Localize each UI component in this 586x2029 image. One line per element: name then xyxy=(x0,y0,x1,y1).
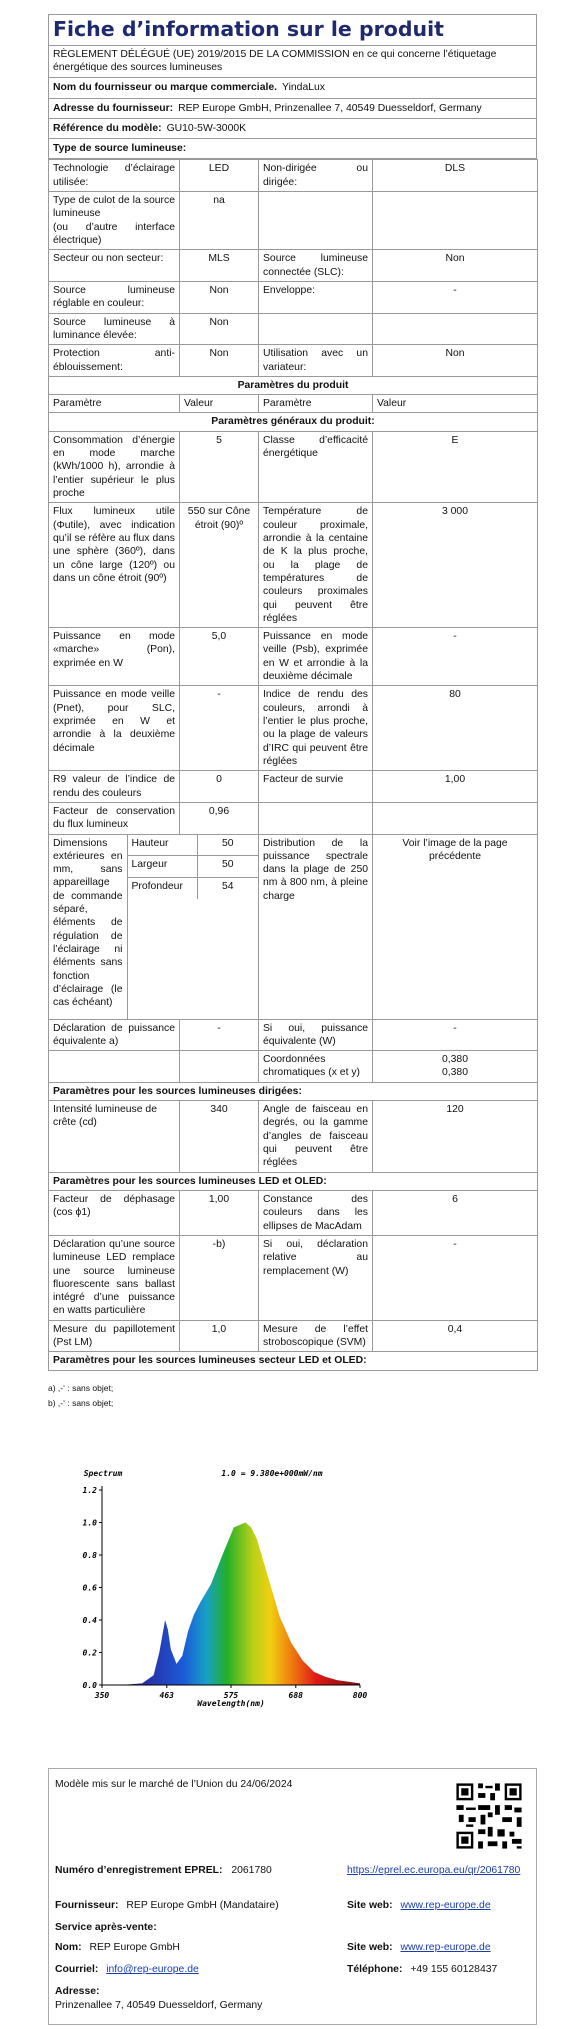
source-type-cell: Protection anti-éblouissement: xyxy=(49,345,180,377)
product-information-sheet xyxy=(48,14,537,1371)
source-type-cell: LED xyxy=(180,160,259,192)
general-rows xyxy=(49,771,538,834)
led-row xyxy=(49,802,538,834)
y-tick-label: 0.8 xyxy=(82,1551,97,1560)
source-type-cell: Type de culot de la source lumineuse (ou d’autre interface électrique) xyxy=(49,192,180,250)
qr-code-icon[interactable] xyxy=(454,1781,524,1851)
dim-depth-label: Profondeur xyxy=(127,877,197,898)
mains-row xyxy=(49,1190,538,1235)
source-type-cell: Source lumineuse réglable en couleur: xyxy=(49,281,180,313)
source-type-cell: Source lumineuse à luminance élevée: xyxy=(49,313,180,345)
supplier-label: Nom du fournisseur ou marque commerciale. xyxy=(53,82,278,94)
led-cell: Facteur de conservation du flux lumineux xyxy=(49,802,180,834)
mains-row xyxy=(49,1235,538,1320)
chart-ylabel: Spectrum xyxy=(83,1469,123,1478)
y-tick-label: 1.0 xyxy=(82,1518,97,1528)
equiv-label: Déclaration de puissance équivalente a) xyxy=(49,1019,180,1051)
chart-title: 1.0 = 9.380e+000mW/nm xyxy=(221,1469,323,1478)
source-type-cell xyxy=(373,192,538,250)
model-row xyxy=(49,119,536,139)
led-cell: 1,00 xyxy=(373,771,538,803)
footnote-a: a) ,-‘ : sans objet; xyxy=(48,1383,114,1393)
nom-value: REP Europe GmbH xyxy=(89,1942,180,1953)
header-box xyxy=(48,14,537,159)
dim-height-label: Hauteur xyxy=(127,835,197,856)
beam-angle-value: 120 xyxy=(373,1101,538,1173)
led-cell xyxy=(259,802,373,834)
source-type-cell: DLS xyxy=(373,160,538,192)
beam-angle-label: Angle de faisceau en degrés, ou la gamme d’angles de faisceau qui peuvent être réglées xyxy=(259,1101,373,1173)
col-header-param-2: Paramètre xyxy=(259,395,373,413)
adresse-value: Prinzenallee 7, 40549 Duesseldorf, Germany xyxy=(55,2000,263,2011)
mains-cell: 0,4 xyxy=(373,1320,538,1352)
placed-on-market: Modèle mis sur le marché de l’Union du 24/06/2024 xyxy=(55,1779,293,1790)
y-tick-label: 1.2 xyxy=(82,1486,97,1495)
general-cell: 5 xyxy=(180,431,259,503)
source-type-cell: Non xyxy=(373,345,538,377)
x-tick-label: 575 xyxy=(223,1691,239,1700)
dim-depth-value: 54 xyxy=(197,877,258,898)
general-cell: 5,0 xyxy=(180,628,259,686)
source-type-cell: - xyxy=(373,281,538,313)
mains-cell: 1,0 xyxy=(180,1320,259,1352)
y-tick-label: 0.2 xyxy=(82,1648,97,1658)
address-row xyxy=(49,99,536,119)
source-type-cell: Enveloppe: xyxy=(259,281,373,313)
directed-heading: Paramètres pour les sources lumineuses dirigées: xyxy=(49,1082,538,1100)
mains-heading: Paramètres pour les sources lumineuses secteur LED et OLED: xyxy=(49,1352,538,1370)
source-type-cell: Utilisation avec un variateur: xyxy=(259,345,373,377)
source-type-cell: Technologie d’éclairage utilisée: xyxy=(49,160,180,192)
site-web-link-2[interactable]: www.rep-europe.de xyxy=(400,1942,491,1953)
general-cell: E xyxy=(373,431,538,503)
nom-label: Nom: xyxy=(55,1942,82,1953)
mains-cell: Mesure du papillotement (Pst LM) xyxy=(49,1320,180,1352)
source-type-cell: Non xyxy=(180,281,259,313)
y-tick-label: 0.4 xyxy=(82,1616,97,1625)
source-type-cell xyxy=(259,192,373,250)
general-cell: 3 000 xyxy=(373,503,538,628)
col-header-param: Paramètre xyxy=(49,395,180,413)
general-cell: - xyxy=(373,628,538,686)
source-type-cell: Non xyxy=(180,313,259,345)
led-heading: Paramètres pour les sources lumineuses LED et OLED: xyxy=(49,1172,538,1190)
general-row xyxy=(49,503,538,628)
registration-box xyxy=(48,1768,537,2025)
x-tick-label: 688 xyxy=(288,1691,304,1700)
spectrum-area xyxy=(119,1523,360,1686)
led-row xyxy=(49,771,538,803)
regulation-text: RÈGLEMENT DÉLÉGUÉ (UE) 2019/2015 DE LA COMMISSION en ce qui concerne l’étiquetage énergétique des sources lumineuses xyxy=(49,46,536,79)
col-header-value: Valeur xyxy=(180,395,259,413)
general-cell: Classe d’efficacité énergétique xyxy=(259,431,373,503)
page-title: Fiche d’information sur le produit xyxy=(49,15,536,46)
led-cell: R9 valeur de l’indice de rendu des couleurs xyxy=(49,771,180,803)
source-type-cell: MLS xyxy=(180,250,259,282)
telephone-label: Téléphone: xyxy=(347,1964,403,1975)
site-web-label-2: Site web: xyxy=(347,1942,393,1953)
fournisseur-label: Fournisseur: xyxy=(55,1900,119,1911)
dimensions-row xyxy=(49,834,538,1019)
general-row xyxy=(49,628,538,686)
service-heading: Service après-vente: xyxy=(55,1922,157,1933)
equiv-power-value: - xyxy=(373,1019,538,1051)
eprel-value: 2061780 xyxy=(231,1865,272,1876)
y-tick-label: 0.6 xyxy=(82,1583,97,1593)
general-cell: Puissance en mode veille (Psb), exprimée en W et arrondie à la deuxième décimale xyxy=(259,628,373,686)
mains-cell: 6 xyxy=(373,1190,538,1235)
source-type-heading: Type de source lumineuse: xyxy=(49,139,536,159)
source-type-cell: Non-dirigée ou dirigée: xyxy=(259,160,373,192)
supplier-value: YindaLux xyxy=(282,82,325,94)
source-type-row xyxy=(49,160,538,192)
dimensions-label: Dimensions extérieures en mm, sans appareillage de commande séparé, éléments de régulation de l’éclairage ni éléments sans fonction d’éclairage (le cas échéant) xyxy=(49,835,127,1019)
source-type-cell xyxy=(259,313,373,345)
eprel-label: Numéro d’enregistrement EPREL: xyxy=(55,1865,223,1876)
product-params-heading: Paramètres du produit xyxy=(49,376,538,394)
x-tick-label: 350 xyxy=(94,1691,110,1700)
general-cell: 80 xyxy=(373,686,538,771)
mains-row xyxy=(49,1320,538,1352)
site-web-label: Site web: xyxy=(347,1900,393,1911)
adresse-label: Adresse: xyxy=(55,1986,100,1997)
peak-intensity-value: 340 xyxy=(180,1101,259,1173)
source-type-row xyxy=(49,313,538,345)
address-value: REP Europe GmbH, Prinzenallee 7, 40549 Duesseldorf, Germany xyxy=(178,102,482,114)
general-cell: Température de couleur proximale, arrondie à la centaine de K la plus proche, ou la plage de températures de couleurs proximales qui peuvent être réglées xyxy=(259,503,373,628)
general-cell: - xyxy=(180,686,259,771)
general-cell: Consommation d’énergie en mode marche (kWh/1000 h), arrondie à l’entier supérieur le plus proche xyxy=(49,431,180,503)
dim-width-label: Largeur xyxy=(127,856,197,878)
chart-plot-area xyxy=(83,1486,368,1700)
y-tick-label: 0.0 xyxy=(82,1681,97,1690)
x-tick-label: 800 xyxy=(352,1691,368,1700)
eprel-link[interactable]: https://eprel.ec.europa.eu/qr/2061780 xyxy=(347,1865,521,1876)
site-web-link[interactable]: www.rep-europe.de xyxy=(400,1900,491,1911)
spectral-distribution-value: Voir l’image de la page précédente xyxy=(373,834,538,1019)
dimensions-cell xyxy=(49,834,259,1019)
parameters-table xyxy=(48,159,538,1370)
spectral-distribution-label: Distribution de la puissance spectrale dans la plage de 250 nm à 800 nm, à pleine charge xyxy=(259,834,373,1019)
general-heading: Paramètres généraux du produit: xyxy=(49,413,538,431)
chromaticity-value: 0,380 0,380 xyxy=(373,1051,538,1083)
chromaticity-label: Coordonnées chromatiques (x et y) xyxy=(259,1051,373,1083)
spectrum-chart xyxy=(62,1460,418,1716)
telephone-value: +49 155 60128437 xyxy=(410,1964,498,1975)
source-type-cell: Non xyxy=(180,345,259,377)
led-cell: 0 xyxy=(180,771,259,803)
source-type-cell: na xyxy=(180,192,259,250)
mains-cell: Déclaration qu’une source lumineuse LED remplace une source lumineuse fluorescente sans ballast intégré d’une puissance en watts particulière xyxy=(49,1235,180,1320)
general-cell: Indice de rendu des couleurs, arrondi à l’entier le plus proche, ou la plage de valeurs d’IRC qui peuvent être réglées xyxy=(259,686,373,771)
peak-intensity-label: Intensité lumineuse de crête (cd) xyxy=(49,1101,180,1173)
source-type-row xyxy=(49,250,538,282)
equiv-power-label: Si oui, puissance équivalente (W) xyxy=(259,1019,373,1051)
col-header-value-2: Valeur xyxy=(373,395,538,413)
led-cell: 0,96 xyxy=(180,802,259,834)
source-type-row xyxy=(49,192,538,250)
mains-cell: -b) xyxy=(180,1235,259,1320)
led-cell: Facteur de survie xyxy=(259,771,373,803)
source-type-cell: Source lumineuse connectée (SLC): xyxy=(259,250,373,282)
general-cell: Puissance en mode veille (Pnet), pour SLC, exprimée en W et arrondie à la deuxième décimale xyxy=(49,686,180,771)
chart-xlabel: Wavelength(nm) xyxy=(197,1699,265,1708)
mains-cell: Si oui, déclaration relative au remplacement (W) xyxy=(259,1235,373,1320)
source-type-cell: Secteur ou non secteur: xyxy=(49,250,180,282)
source-type-row xyxy=(49,345,538,377)
led-cell xyxy=(373,802,538,834)
mains-cell: - xyxy=(373,1235,538,1320)
mains-cell: Facteur de déphasage (cos ϕ1) xyxy=(49,1190,180,1235)
general-cell: Puissance en mode «marche» (Pon), exprimée en W xyxy=(49,628,180,686)
address-label: Adresse du fournisseur: xyxy=(53,102,174,114)
source-type-row xyxy=(49,281,538,313)
mains-cell: Constance des couleurs dans les ellipses de MacAdam xyxy=(259,1190,373,1235)
dim-width-value: 50 xyxy=(197,856,258,878)
x-tick-label: 463 xyxy=(159,1691,175,1700)
mains-cell: Mesure de l’effet stroboscopique (SVM) xyxy=(259,1320,373,1352)
general-row xyxy=(49,686,538,771)
source-type-cell xyxy=(373,313,538,345)
supplier-row xyxy=(49,78,536,98)
courriel-link[interactable]: info@rep-europe.de xyxy=(106,1964,199,1975)
general-row xyxy=(49,431,538,503)
model-label: Référence du modèle: xyxy=(53,122,162,134)
fournisseur-value: REP Europe GmbH (Mandataire) xyxy=(126,1900,279,1911)
courriel-label: Courriel: xyxy=(55,1964,99,1975)
general-cell: Flux lumineux utile (Φutile), avec indication qu’il se réfère au flux dans une sphère (360º), dans un cône large (120º) ou dans un cône étroit (90º) xyxy=(49,503,180,628)
dim-height-value: 50 xyxy=(197,835,258,856)
source-type-cell: Non xyxy=(373,250,538,282)
general-cell: 550 sur Cône étroit (90)º xyxy=(180,503,259,628)
footnote-b: b) ,-‘ : sans objet; xyxy=(48,1398,114,1408)
mains-cell: 1,00 xyxy=(180,1190,259,1235)
equiv-value: - xyxy=(180,1019,259,1051)
source-type-rows xyxy=(49,160,538,376)
model-value: GU10-5W-3000K xyxy=(166,122,247,134)
